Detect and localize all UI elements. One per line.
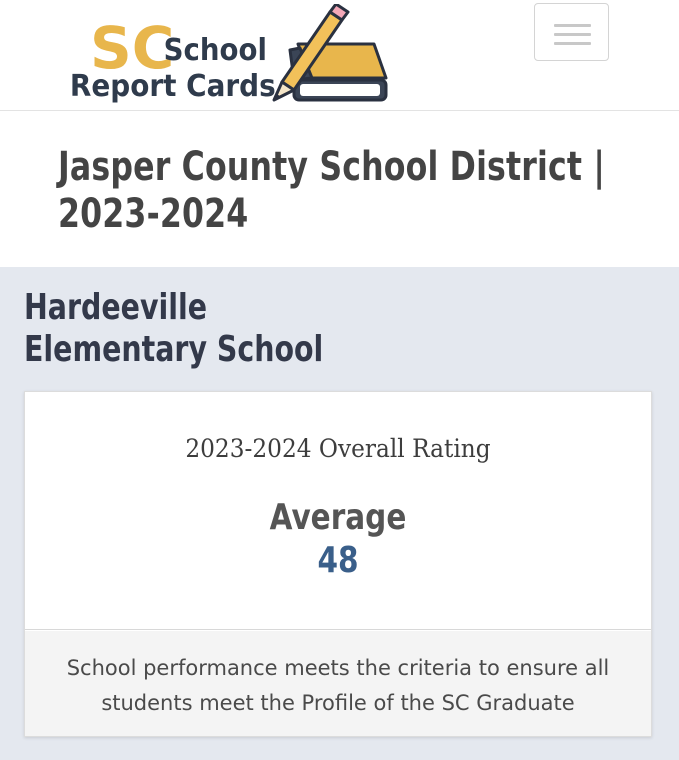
rating-label: 2023-2024 Overall Rating — [185, 434, 491, 463]
rating-value: Average — [269, 497, 407, 538]
page-title: Jasper County School District | 2023-2024 — [58, 144, 606, 237]
rating-description: School performance meets the criteria to ensure all students meet the Profile of the SC Graduate — [66, 656, 610, 715]
menu-toggle-button[interactable] — [534, 3, 609, 61]
logo-sc-text: SC — [90, 14, 175, 82]
logo-report-cards-text: Report Cards — [69, 68, 276, 104]
school-name: Hardeeville Elementary School — [24, 287, 324, 370]
sc-report-cards-logo[interactable] — [68, 4, 390, 108]
rating-card-body — [25, 392, 651, 630]
hamburger-icon-bar — [554, 33, 591, 36]
school-section — [0, 267, 679, 760]
title-section — [0, 112, 679, 267]
rating-score: 48 — [317, 540, 359, 581]
logo-school-text: School — [163, 31, 267, 68]
site-header — [0, 0, 679, 111]
hamburger-icon — [554, 24, 591, 27]
rating-card-footer — [25, 631, 651, 736]
hamburger-icon-bar — [554, 42, 591, 45]
overall-rating-card — [24, 391, 652, 737]
